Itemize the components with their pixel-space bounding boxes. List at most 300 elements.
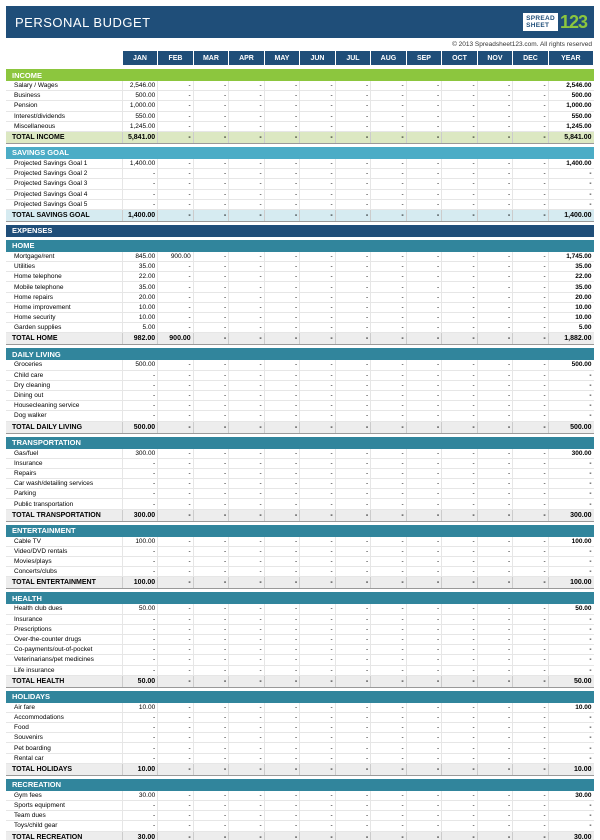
cell-jan[interactable]: 10.00 [122, 302, 158, 312]
cell-jun[interactable]: - [300, 370, 336, 380]
cell-jan[interactable]: 10.00 [122, 313, 158, 323]
cell-dec[interactable]: - [513, 468, 549, 478]
cell-may[interactable]: - [264, 723, 300, 733]
cell-sep[interactable]: - [406, 499, 442, 509]
cell-feb[interactable]: - [158, 380, 194, 390]
cell-apr[interactable]: - [229, 121, 265, 131]
cell-feb[interactable]: - [158, 712, 194, 722]
cell-jun[interactable]: - [300, 449, 336, 459]
cell-dec[interactable]: - [513, 458, 549, 468]
cell-jan[interactable]: - [122, 411, 158, 421]
cell-may[interactable]: - [264, 479, 300, 489]
cell-nov[interactable]: - [477, 791, 513, 801]
cell-jun[interactable]: - [300, 262, 336, 272]
cell-jun[interactable]: - [300, 302, 336, 312]
cell-aug[interactable]: - [371, 282, 407, 292]
cell-oct[interactable]: - [442, 282, 478, 292]
row-label[interactable]: Projected Savings Goal 4 [6, 189, 122, 199]
cell-may[interactable]: - [264, 567, 300, 577]
cell-oct[interactable]: - [442, 801, 478, 811]
cell-mar[interactable]: - [193, 390, 229, 400]
cell-jan[interactable]: 1,000.00 [122, 101, 158, 111]
cell-may[interactable]: - [264, 401, 300, 411]
cell-oct[interactable]: - [442, 262, 478, 272]
cell-oct[interactable]: - [442, 557, 478, 567]
cell-may[interactable]: - [264, 199, 300, 209]
cell-may[interactable]: - [264, 101, 300, 111]
row-label[interactable]: Toys/child gear [6, 821, 122, 831]
cell-apr[interactable]: - [229, 801, 265, 811]
cell-may[interactable]: - [264, 537, 300, 547]
cell-aug[interactable]: - [371, 159, 407, 169]
cell-sep[interactable]: - [406, 169, 442, 179]
cell-may[interactable]: - [264, 712, 300, 722]
cell-jan[interactable]: 1,245.00 [122, 121, 158, 131]
cell-oct[interactable]: - [442, 458, 478, 468]
cell-dec[interactable]: - [513, 81, 549, 91]
cell-jan[interactable]: - [122, 546, 158, 556]
cell-jun[interactable]: - [300, 723, 336, 733]
cell-jun[interactable]: - [300, 821, 336, 831]
cell-sep[interactable]: - [406, 411, 442, 421]
cell-dec[interactable]: - [513, 634, 549, 644]
cell-dec[interactable]: - [513, 292, 549, 302]
cell-oct[interactable]: - [442, 614, 478, 624]
cell-aug[interactable]: - [371, 791, 407, 801]
cell-sep[interactable]: - [406, 380, 442, 390]
cell-apr[interactable]: - [229, 604, 265, 614]
cell-jul[interactable]: - [335, 91, 371, 101]
cell-aug[interactable]: - [371, 489, 407, 499]
cell-apr[interactable]: - [229, 370, 265, 380]
column-header-oct[interactable]: OCT [442, 51, 478, 66]
cell-apr[interactable]: - [229, 743, 265, 753]
cell-oct[interactable]: - [442, 634, 478, 644]
cell-sep[interactable]: - [406, 449, 442, 459]
cell-jun[interactable]: - [300, 323, 336, 333]
cell-apr[interactable]: - [229, 614, 265, 624]
cell-nov[interactable]: - [477, 557, 513, 567]
cell-apr[interactable]: - [229, 733, 265, 743]
cell-nov[interactable]: - [477, 111, 513, 121]
cell-jul[interactable]: - [335, 380, 371, 390]
cell-nov[interactable]: - [477, 614, 513, 624]
cell-jan[interactable]: - [122, 753, 158, 763]
cell-jan[interactable]: - [122, 401, 158, 411]
cell-jan[interactable]: - [122, 821, 158, 831]
cell-aug[interactable]: - [371, 169, 407, 179]
cell-sep[interactable]: - [406, 634, 442, 644]
cell-apr[interactable]: - [229, 557, 265, 567]
row-label[interactable]: Public transportation [6, 499, 122, 509]
cell-nov[interactable]: - [477, 91, 513, 101]
cell-sep[interactable]: - [406, 302, 442, 312]
cell-dec[interactable]: - [513, 645, 549, 655]
row-label[interactable]: Repairs [6, 468, 122, 478]
cell-nov[interactable]: - [477, 479, 513, 489]
cell-may[interactable]: - [264, 252, 300, 262]
cell-oct[interactable]: - [442, 199, 478, 209]
cell-feb[interactable]: - [158, 169, 194, 179]
cell-may[interactable]: - [264, 121, 300, 131]
cell-feb[interactable]: - [158, 121, 194, 131]
cell-nov[interactable]: - [477, 370, 513, 380]
cell-mar[interactable]: - [193, 458, 229, 468]
cell-apr[interactable]: - [229, 81, 265, 91]
row-label[interactable]: Concerts/clubs [6, 567, 122, 577]
cell-aug[interactable]: - [371, 655, 407, 665]
cell-apr[interactable]: - [229, 567, 265, 577]
cell-feb[interactable]: - [158, 101, 194, 111]
cell-mar[interactable]: - [193, 624, 229, 634]
cell-jul[interactable]: - [335, 712, 371, 722]
cell-jun[interactable]: - [300, 634, 336, 644]
cell-jun[interactable]: - [300, 313, 336, 323]
cell-aug[interactable]: - [371, 567, 407, 577]
cell-feb[interactable]: - [158, 821, 194, 831]
cell-mar[interactable]: - [193, 791, 229, 801]
cell-feb[interactable]: - [158, 665, 194, 675]
cell-dec[interactable]: - [513, 272, 549, 282]
cell-mar[interactable]: - [193, 292, 229, 302]
cell-dec[interactable]: - [513, 302, 549, 312]
cell-nov[interactable]: - [477, 811, 513, 821]
column-header-dec[interactable]: DEC [513, 51, 549, 66]
cell-jun[interactable]: - [300, 537, 336, 547]
cell-feb[interactable]: - [158, 111, 194, 121]
cell-dec[interactable]: - [513, 323, 549, 333]
cell-jan[interactable]: 10.00 [122, 703, 158, 713]
cell-jul[interactable]: - [335, 723, 371, 733]
cell-may[interactable]: - [264, 634, 300, 644]
cell-feb[interactable]: - [158, 411, 194, 421]
cell-aug[interactable]: - [371, 499, 407, 509]
cell-nov[interactable]: - [477, 302, 513, 312]
cell-jun[interactable]: - [300, 557, 336, 567]
cell-dec[interactable]: - [513, 537, 549, 547]
cell-dec[interactable]: - [513, 159, 549, 169]
cell-jun[interactable]: - [300, 179, 336, 189]
cell-may[interactable]: - [264, 458, 300, 468]
cell-may[interactable]: - [264, 272, 300, 282]
cell-jul[interactable]: - [335, 537, 371, 547]
cell-oct[interactable]: - [442, 791, 478, 801]
cell-feb[interactable]: - [158, 479, 194, 489]
row-label[interactable]: Projected Savings Goal 3 [6, 179, 122, 189]
cell-aug[interactable]: - [371, 753, 407, 763]
cell-dec[interactable]: - [513, 624, 549, 634]
cell-dec[interactable]: - [513, 743, 549, 753]
cell-aug[interactable]: - [371, 557, 407, 567]
cell-oct[interactable]: - [442, 179, 478, 189]
cell-sep[interactable]: - [406, 567, 442, 577]
cell-apr[interactable]: - [229, 811, 265, 821]
cell-sep[interactable]: - [406, 262, 442, 272]
cell-feb[interactable]: - [158, 499, 194, 509]
cell-jan[interactable]: - [122, 370, 158, 380]
cell-sep[interactable]: - [406, 292, 442, 302]
row-label[interactable]: Projected Savings Goal 5 [6, 199, 122, 209]
cell-may[interactable]: - [264, 811, 300, 821]
cell-jun[interactable]: - [300, 111, 336, 121]
cell-sep[interactable]: - [406, 370, 442, 380]
cell-nov[interactable]: - [477, 655, 513, 665]
cell-mar[interactable]: - [193, 479, 229, 489]
cell-aug[interactable]: - [371, 479, 407, 489]
cell-jul[interactable]: - [335, 81, 371, 91]
cell-feb[interactable]: - [158, 91, 194, 101]
cell-jun[interactable]: - [300, 458, 336, 468]
cell-oct[interactable]: - [442, 313, 478, 323]
cell-jul[interactable]: - [335, 458, 371, 468]
row-label[interactable]: Garden supplies [6, 323, 122, 333]
cell-jan[interactable]: - [122, 499, 158, 509]
cell-aug[interactable]: - [371, 449, 407, 459]
cell-nov[interactable]: - [477, 411, 513, 421]
cell-sep[interactable]: - [406, 733, 442, 743]
cell-nov[interactable]: - [477, 401, 513, 411]
cell-sep[interactable]: - [406, 81, 442, 91]
cell-dec[interactable]: - [513, 479, 549, 489]
cell-mar[interactable]: - [193, 801, 229, 811]
cell-mar[interactable]: - [193, 159, 229, 169]
cell-apr[interactable]: - [229, 159, 265, 169]
cell-jun[interactable]: - [300, 546, 336, 556]
cell-nov[interactable]: - [477, 159, 513, 169]
cell-apr[interactable]: - [229, 169, 265, 179]
cell-aug[interactable]: - [371, 468, 407, 478]
cell-jun[interactable]: - [300, 614, 336, 624]
cell-nov[interactable]: - [477, 468, 513, 478]
cell-dec[interactable]: - [513, 262, 549, 272]
cell-apr[interactable]: - [229, 468, 265, 478]
cell-dec[interactable]: - [513, 723, 549, 733]
cell-mar[interactable]: - [193, 272, 229, 282]
cell-mar[interactable]: - [193, 302, 229, 312]
cell-dec[interactable]: - [513, 499, 549, 509]
cell-nov[interactable]: - [477, 703, 513, 713]
cell-jan[interactable]: 500.00 [122, 360, 158, 370]
cell-nov[interactable]: - [477, 101, 513, 111]
cell-may[interactable]: - [264, 370, 300, 380]
cell-sep[interactable]: - [406, 199, 442, 209]
cell-mar[interactable]: - [193, 712, 229, 722]
cell-jan[interactable]: 50.00 [122, 604, 158, 614]
cell-feb[interactable]: - [158, 645, 194, 655]
cell-feb[interactable]: - [158, 323, 194, 333]
row-label[interactable]: Air fare [6, 703, 122, 713]
cell-jul[interactable]: - [335, 733, 371, 743]
cell-feb[interactable]: - [158, 624, 194, 634]
cell-apr[interactable]: - [229, 323, 265, 333]
cell-jan[interactable]: - [122, 567, 158, 577]
cell-oct[interactable]: - [442, 665, 478, 675]
cell-mar[interactable]: - [193, 199, 229, 209]
cell-dec[interactable]: - [513, 557, 549, 567]
cell-oct[interactable]: - [442, 624, 478, 634]
row-label[interactable]: Pet boarding [6, 743, 122, 753]
cell-may[interactable]: - [264, 262, 300, 272]
cell-jul[interactable]: - [335, 189, 371, 199]
cell-jan[interactable]: 100.00 [122, 537, 158, 547]
cell-may[interactable]: - [264, 282, 300, 292]
cell-sep[interactable]: - [406, 489, 442, 499]
cell-oct[interactable]: - [442, 821, 478, 831]
cell-sep[interactable]: - [406, 753, 442, 763]
row-label[interactable]: Food [6, 723, 122, 733]
cell-jul[interactable]: - [335, 489, 371, 499]
cell-jul[interactable]: - [335, 645, 371, 655]
cell-jun[interactable]: - [300, 811, 336, 821]
cell-sep[interactable]: - [406, 390, 442, 400]
cell-mar[interactable]: - [193, 821, 229, 831]
cell-jun[interactable]: - [300, 479, 336, 489]
cell-jan[interactable]: - [122, 733, 158, 743]
cell-oct[interactable]: - [442, 645, 478, 655]
cell-feb[interactable]: - [158, 811, 194, 821]
cell-jul[interactable]: - [335, 262, 371, 272]
cell-jan[interactable]: - [122, 723, 158, 733]
cell-apr[interactable]: - [229, 179, 265, 189]
cell-sep[interactable]: - [406, 557, 442, 567]
cell-feb[interactable]: - [158, 723, 194, 733]
cell-may[interactable]: - [264, 624, 300, 634]
row-label[interactable]: Souvenirs [6, 733, 122, 743]
cell-nov[interactable]: - [477, 449, 513, 459]
cell-sep[interactable]: - [406, 121, 442, 131]
cell-feb[interactable]: - [158, 189, 194, 199]
cell-oct[interactable]: - [442, 703, 478, 713]
cell-may[interactable]: - [264, 557, 300, 567]
cell-mar[interactable]: - [193, 111, 229, 121]
cell-aug[interactable]: - [371, 101, 407, 111]
cell-sep[interactable]: - [406, 712, 442, 722]
cell-oct[interactable]: - [442, 537, 478, 547]
cell-jul[interactable]: - [335, 111, 371, 121]
cell-may[interactable]: - [264, 380, 300, 390]
cell-mar[interactable]: - [193, 557, 229, 567]
cell-jul[interactable]: - [335, 546, 371, 556]
cell-nov[interactable]: - [477, 723, 513, 733]
cell-feb[interactable]: - [158, 546, 194, 556]
cell-apr[interactable]: - [229, 390, 265, 400]
cell-oct[interactable]: - [442, 91, 478, 101]
cell-jul[interactable]: - [335, 791, 371, 801]
cell-dec[interactable]: - [513, 390, 549, 400]
cell-nov[interactable]: - [477, 292, 513, 302]
row-label[interactable]: Parking [6, 489, 122, 499]
cell-apr[interactable]: - [229, 546, 265, 556]
cell-jan[interactable]: - [122, 390, 158, 400]
row-label[interactable]: Utilities [6, 262, 122, 272]
cell-jul[interactable]: - [335, 292, 371, 302]
row-label[interactable]: Movies/plays [6, 557, 122, 567]
cell-feb[interactable]: - [158, 634, 194, 644]
cell-jan[interactable]: - [122, 557, 158, 567]
cell-oct[interactable]: - [442, 111, 478, 121]
cell-nov[interactable]: - [477, 537, 513, 547]
cell-dec[interactable]: - [513, 401, 549, 411]
cell-aug[interactable]: - [371, 370, 407, 380]
cell-apr[interactable]: - [229, 489, 265, 499]
cell-dec[interactable]: - [513, 360, 549, 370]
cell-aug[interactable]: - [371, 821, 407, 831]
cell-nov[interactable]: - [477, 546, 513, 556]
cell-may[interactable]: - [264, 614, 300, 624]
cell-jan[interactable]: - [122, 624, 158, 634]
cell-jun[interactable]: - [300, 801, 336, 811]
row-label[interactable]: Housecleaning service [6, 401, 122, 411]
cell-aug[interactable]: - [371, 743, 407, 753]
cell-apr[interactable]: - [229, 360, 265, 370]
cell-oct[interactable]: - [442, 743, 478, 753]
cell-apr[interactable]: - [229, 753, 265, 763]
cell-jan[interactable]: - [122, 634, 158, 644]
cell-jul[interactable]: - [335, 567, 371, 577]
cell-dec[interactable]: - [513, 489, 549, 499]
cell-jul[interactable]: - [335, 479, 371, 489]
cell-may[interactable]: - [264, 499, 300, 509]
cell-jun[interactable]: - [300, 624, 336, 634]
cell-sep[interactable]: - [406, 811, 442, 821]
cell-may[interactable]: - [264, 743, 300, 753]
row-label[interactable]: Home improvement [6, 302, 122, 312]
cell-jul[interactable]: - [335, 557, 371, 567]
cell-dec[interactable]: - [513, 604, 549, 614]
cell-dec[interactable]: - [513, 101, 549, 111]
cell-sep[interactable]: - [406, 821, 442, 831]
column-header-nov[interactable]: NOV [477, 51, 513, 66]
cell-dec[interactable]: - [513, 703, 549, 713]
cell-jul[interactable]: - [335, 604, 371, 614]
cell-aug[interactable]: - [371, 801, 407, 811]
row-label[interactable]: Accommodations [6, 712, 122, 722]
cell-dec[interactable]: - [513, 169, 549, 179]
cell-sep[interactable]: - [406, 91, 442, 101]
cell-feb[interactable]: - [158, 81, 194, 91]
cell-apr[interactable]: - [229, 449, 265, 459]
cell-feb[interactable]: - [158, 489, 194, 499]
cell-apr[interactable]: - [229, 712, 265, 722]
cell-may[interactable]: - [264, 489, 300, 499]
cell-sep[interactable]: - [406, 665, 442, 675]
cell-apr[interactable]: - [229, 723, 265, 733]
cell-may[interactable]: - [264, 411, 300, 421]
cell-jul[interactable]: - [335, 252, 371, 262]
cell-jun[interactable]: - [300, 604, 336, 614]
cell-apr[interactable]: - [229, 479, 265, 489]
cell-oct[interactable]: - [442, 655, 478, 665]
cell-jun[interactable]: - [300, 468, 336, 478]
cell-sep[interactable]: - [406, 179, 442, 189]
cell-apr[interactable]: - [229, 634, 265, 644]
cell-jun[interactable]: - [300, 360, 336, 370]
cell-jul[interactable]: - [335, 624, 371, 634]
cell-feb[interactable]: - [158, 449, 194, 459]
cell-mar[interactable]: - [193, 401, 229, 411]
cell-may[interactable]: - [264, 801, 300, 811]
row-label[interactable]: Projected Savings Goal 2 [6, 169, 122, 179]
cell-mar[interactable]: - [193, 753, 229, 763]
cell-mar[interactable]: - [193, 468, 229, 478]
cell-dec[interactable]: - [513, 282, 549, 292]
cell-mar[interactable]: - [193, 91, 229, 101]
cell-aug[interactable]: - [371, 703, 407, 713]
cell-nov[interactable]: - [477, 743, 513, 753]
cell-dec[interactable]: - [513, 313, 549, 323]
cell-apr[interactable]: - [229, 111, 265, 121]
cell-jun[interactable]: - [300, 380, 336, 390]
